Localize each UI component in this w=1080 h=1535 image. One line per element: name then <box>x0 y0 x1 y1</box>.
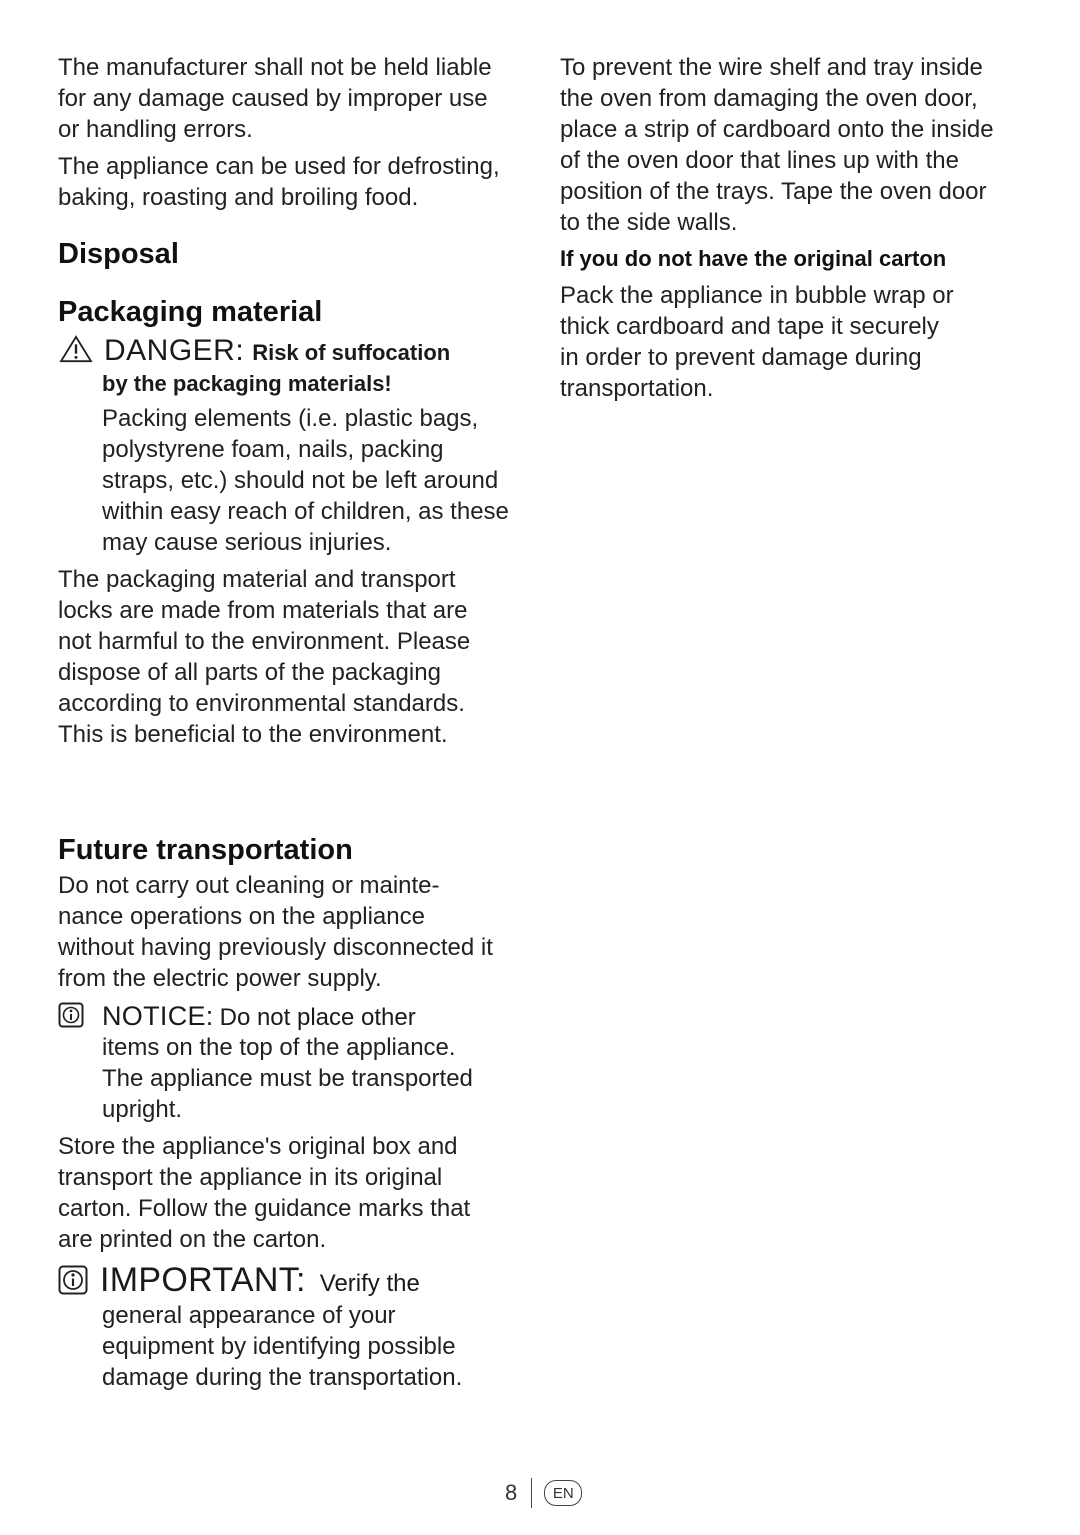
important-block: IMPORTANT: Verify the general appearance of your equipment by identifying possible damage during the transportation. <box>58 1261 528 1393</box>
usage-paragraph: The appliance can be used for defrosting, baking, roasting and broiling food. <box>58 153 500 211</box>
footer-divider <box>531 1478 532 1508</box>
page-footer <box>505 1478 582 1508</box>
packaging-heading: Packaging material <box>58 296 323 328</box>
carton-paragraph: Store the appliance's original box and transport the appliance in its original carton. Follow the guidance marks that are printed on the carton. <box>58 1133 471 1253</box>
disposal-heading: Disposal <box>58 238 179 270</box>
danger-label: DANGER: <box>104 334 245 367</box>
language-badge: EN <box>544 1480 582 1506</box>
environment-paragraph: The packaging material and transport locks are made from materials that are not harmful to the environment. Please dispose of all parts of the packaging according to environmental standards. This is beneficial to the environment. <box>58 566 471 748</box>
info-icon <box>58 1002 84 1028</box>
wire-shelf-paragraph: To prevent the wire shelf and tray inside the oven from damaging the oven door, place a strip of cardboard onto the inside of the oven door that lines up with the position of the trays. Tape the oven door to the side walls. <box>560 54 994 236</box>
page-number: 8 <box>505 1480 518 1505</box>
notice-block: NOTICE: Do not place other items on the top of the appliance. The appliance must be transported upright. <box>58 999 528 1125</box>
future-transport-heading: Future transportation <box>58 834 353 866</box>
left-column <box>58 52 528 1393</box>
danger-title: Risk of suffocation <box>252 340 451 365</box>
liability-paragraph: The manufacturer shall not be held liable for any damage caused by improper use or handling errors. <box>58 54 492 143</box>
notice-label: NOTICE: <box>102 1001 214 1031</box>
bubble-wrap-paragraph: Pack the appliance in bubble wrap or thick cardboard and tape it securely in order to prevent damage during transportation. <box>560 282 954 402</box>
danger-title-cont: by the packaging materials! <box>102 371 392 396</box>
right-column <box>560 52 1030 404</box>
info-icon <box>58 1265 88 1295</box>
danger-block: DANGER: Risk of suffocation by the packaging materials! Packing elements (i.e. plastic bags, polystyrene foam, nails, packing straps, etc.) should not be left around within easy reach of children, as these may cause serious injuries. <box>58 332 528 558</box>
warning-triangle-icon <box>58 335 94 363</box>
important-label: IMPORTANT: <box>100 1261 306 1299</box>
cleaning-paragraph: Do not carry out cleaning or mainte- nance operations on the appliance without having previously disconnected it from the electric power supply. <box>58 872 493 992</box>
no-carton-heading: If you do not have the original carton <box>560 246 947 271</box>
